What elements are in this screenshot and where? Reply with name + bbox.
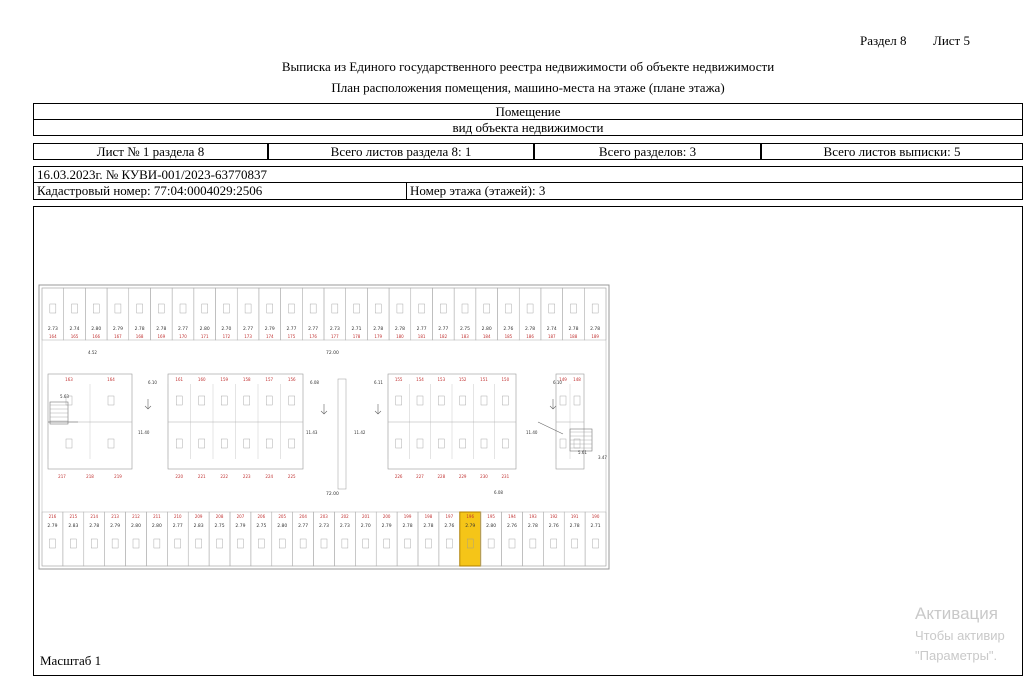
space-number-label: 188 bbox=[569, 334, 578, 339]
space-number-label: 152 bbox=[458, 377, 467, 382]
space-width-label: 2.80 bbox=[199, 327, 210, 332]
space-width-label: 2.71 bbox=[351, 327, 362, 332]
space-width-label: 2.77 bbox=[298, 524, 309, 529]
space-number-label: 171 bbox=[200, 334, 209, 339]
space-width-label: 2.78 bbox=[527, 524, 538, 529]
space-number-label: 231 bbox=[501, 474, 510, 479]
watermark-line-1: Активация bbox=[915, 604, 998, 623]
space-number-label: 220 bbox=[175, 474, 184, 479]
space-width-label: 2.78 bbox=[568, 327, 579, 332]
space-width-label: 2.76 bbox=[506, 524, 518, 529]
extract-number-cell: 16.03.2023г. № КУВИ-001/2023-63770837 bbox=[33, 166, 1023, 183]
space-width-label: 2.80 bbox=[277, 524, 288, 529]
space-number-label: 190 bbox=[591, 514, 600, 519]
space-number-label: 225 bbox=[287, 474, 296, 479]
space-number-label: 207 bbox=[236, 514, 245, 519]
space-width-label: 2.77 bbox=[286, 327, 297, 332]
extract-sheets-cell: Всего листов выписки: 5 bbox=[761, 143, 1023, 160]
space-number-label: 191 bbox=[570, 514, 579, 519]
sheet-of-section-cell: Лист № 1 раздела 8 bbox=[33, 143, 268, 160]
space-number-label: 187 bbox=[547, 334, 556, 339]
space-number-label: 164 bbox=[49, 334, 57, 339]
object-kind-cell: вид объекта недвижимости bbox=[33, 119, 1023, 136]
dimension-label: 5.63 bbox=[60, 394, 69, 399]
space-number-label: 181 bbox=[417, 334, 426, 339]
dimension-label: 6.10 bbox=[553, 380, 562, 385]
space-width-label: 2.73 bbox=[318, 524, 330, 529]
space-width-label: 2.78 bbox=[373, 327, 384, 332]
dimension-label: 11.40 bbox=[526, 430, 538, 435]
space-number-label: 174 bbox=[265, 334, 274, 339]
scale-label: Масштаб 1 bbox=[40, 653, 102, 668]
space-width-label: 2.78 bbox=[89, 524, 100, 529]
space-number-label: 172 bbox=[222, 334, 231, 339]
space-number-label: 202 bbox=[341, 514, 349, 519]
dimension-label: 6.10 bbox=[148, 380, 157, 385]
space-width-label: 2.77 bbox=[416, 327, 427, 332]
space-width-label: 2.70 bbox=[221, 327, 232, 332]
space-number-label: 200 bbox=[382, 514, 391, 519]
space-number-label: 151 bbox=[480, 377, 488, 382]
space-number-label: 195 bbox=[487, 514, 495, 519]
space-width-label: 2.75 bbox=[459, 327, 471, 332]
title-line-1: Выписка из Единого государственного реестра недвижимости об объекте недвижимости bbox=[281, 59, 775, 74]
space-number-label: 169 bbox=[157, 334, 166, 339]
space-number-label: 209 bbox=[194, 514, 203, 519]
space-number-label: 192 bbox=[549, 514, 558, 519]
space-number-label: 168 bbox=[135, 334, 144, 339]
space-number-label: 222 bbox=[220, 474, 229, 479]
space-number-label: 201 bbox=[361, 514, 370, 519]
space-number-label: 178 bbox=[352, 334, 361, 339]
space-number-label: 150 bbox=[501, 377, 510, 382]
space-number-label: 183 bbox=[461, 334, 469, 339]
space-number-label: 221 bbox=[197, 474, 206, 479]
space-number-label: 186 bbox=[526, 334, 534, 339]
space-number-label: 148 bbox=[573, 377, 581, 382]
space-width-label: 2.77 bbox=[172, 524, 183, 529]
space-number-label: 223 bbox=[242, 474, 251, 479]
space-width-label: 2.79 bbox=[235, 524, 246, 529]
space-number-label: 228 bbox=[437, 474, 446, 479]
space-number-label: 177 bbox=[331, 334, 339, 339]
space-width-label: 2.78 bbox=[525, 327, 536, 332]
space-width-label: 2.77 bbox=[177, 327, 189, 332]
space-number-label: 226 bbox=[394, 474, 403, 479]
dimension-label: 5.61 bbox=[578, 450, 587, 455]
space-width-label: 2.78 bbox=[423, 524, 434, 529]
space-number-label: 149 bbox=[559, 377, 567, 382]
space-number-label: 224 bbox=[265, 474, 274, 479]
space-width-label: 2.74 bbox=[546, 327, 557, 332]
space-number-label: 164 bbox=[107, 377, 115, 382]
sections-total-cell: Всего разделов: 3 bbox=[534, 143, 761, 160]
space-number-label: 160 bbox=[197, 377, 206, 382]
space-number-label: 203 bbox=[320, 514, 328, 519]
dimension-label: 3.47 bbox=[598, 455, 607, 460]
space-width-label: 2.76 bbox=[548, 524, 559, 529]
space-number-label: 218 bbox=[86, 474, 94, 479]
space-width-label: 2.78 bbox=[590, 327, 601, 332]
dimension-label: 11.42 bbox=[354, 430, 366, 435]
space-number-label: 166 bbox=[92, 334, 101, 339]
space-number-label: 216 bbox=[48, 514, 57, 519]
space-width-label: 2.80 bbox=[486, 524, 497, 529]
object-label-cell: Помещение bbox=[33, 103, 1023, 120]
space-width-label: 2.79 bbox=[47, 524, 58, 529]
space-number-label: 213 bbox=[111, 514, 119, 519]
space-width-label: 2.80 bbox=[151, 524, 162, 529]
space-number-label: 153 bbox=[437, 377, 446, 382]
space-width-label: 2.79 bbox=[112, 327, 123, 332]
space-number-label: 194 bbox=[508, 514, 516, 519]
space-width-label: 2.80 bbox=[481, 327, 492, 332]
section-sheets-cell: Всего листов раздела 8: 1 bbox=[268, 143, 534, 160]
space-width-label: 2.76 bbox=[503, 327, 514, 332]
space-number-label: 167 bbox=[114, 334, 122, 339]
space-number-label: 211 bbox=[153, 514, 161, 519]
space-number-label: 214 bbox=[90, 514, 99, 519]
space-number-label: 230 bbox=[480, 474, 488, 479]
space-number-label: 217 bbox=[58, 474, 66, 479]
space-number-label: 193 bbox=[529, 514, 537, 519]
space-number-label: 219 bbox=[114, 474, 122, 479]
space-number-label: 157 bbox=[265, 377, 274, 382]
space-width-label: 2.77 bbox=[308, 327, 319, 332]
space-number-label: 229 bbox=[458, 474, 467, 479]
dimension-label: 11.40 bbox=[138, 430, 150, 435]
space-number-label: 210 bbox=[173, 514, 182, 519]
space-width-label: 2.74 bbox=[69, 327, 80, 332]
header-section: Раздел 8 bbox=[860, 33, 907, 48]
space-number-label: 155 bbox=[394, 377, 403, 382]
space-width-label: 2.71 bbox=[590, 524, 601, 529]
space-number-label: 158 bbox=[242, 377, 251, 382]
watermark-line-2: Чтобы активир bbox=[915, 628, 1005, 643]
dimension-label: 4.52 bbox=[88, 350, 97, 355]
space-width-label: 2.80 bbox=[130, 524, 142, 529]
space-number-label: 185 bbox=[504, 334, 513, 339]
watermark-line-3: "Параметры". bbox=[915, 648, 998, 663]
space-number-label: 212 bbox=[132, 514, 140, 519]
space-width-label: 2.70 bbox=[360, 524, 371, 529]
space-number-label: 205 bbox=[278, 514, 287, 519]
space-number-label: 176 bbox=[309, 334, 317, 339]
space-width-label: 2.78 bbox=[134, 327, 145, 332]
space-width-label: 2.83 bbox=[68, 524, 79, 529]
space-number-label: 165 bbox=[70, 334, 79, 339]
space-number-label: 215 bbox=[69, 514, 78, 519]
space-number-label: 179 bbox=[374, 334, 383, 339]
space-number-label: 227 bbox=[416, 474, 424, 479]
space-width-label: 2.79 bbox=[110, 524, 121, 529]
space-number-label: 199 bbox=[403, 514, 412, 519]
space-width-label: 2.73 bbox=[339, 524, 350, 529]
dimension-label: 11.43 bbox=[306, 430, 318, 435]
space-width-label: 2.78 bbox=[569, 524, 580, 529]
space-number-label: 170 bbox=[179, 334, 187, 339]
space-number-label: 182 bbox=[439, 334, 448, 339]
space-number-label: 198 bbox=[424, 514, 433, 519]
space-width-label: 2.75 bbox=[214, 524, 225, 529]
space-width-label: 2.75 bbox=[256, 524, 267, 529]
space-width-label: 2.77 bbox=[243, 327, 254, 332]
floor-number-cell: Номер этажа (этажей): 3 bbox=[406, 182, 1023, 200]
space-number-label: 204 bbox=[299, 514, 307, 519]
space-width-label: 2.79 bbox=[465, 524, 476, 529]
space-number-label: 161 bbox=[175, 377, 184, 382]
space-number-label: 184 bbox=[482, 334, 491, 339]
space-number-label: 156 bbox=[287, 377, 296, 382]
space-number-label: 154 bbox=[416, 377, 424, 382]
space-number-label: 163 bbox=[65, 377, 73, 382]
space-number-label: 173 bbox=[244, 334, 252, 339]
space-number-label: 175 bbox=[287, 334, 296, 339]
space-number-label: 206 bbox=[257, 514, 266, 519]
header-sheet: Лист 5 bbox=[933, 33, 970, 48]
space-number-label: 189 bbox=[591, 334, 599, 339]
space-width-label: 2.80 bbox=[91, 327, 102, 332]
dimension-label: 6.08 bbox=[494, 490, 503, 495]
space-number-label: 159 bbox=[220, 377, 229, 382]
space-width-label: 2.79 bbox=[381, 524, 392, 529]
space-width-label: 2.83 bbox=[193, 524, 204, 529]
space-width-label: 2.73 bbox=[329, 327, 340, 332]
space-width-label: 2.79 bbox=[264, 327, 275, 332]
space-width-label: 2.73 bbox=[47, 327, 58, 332]
space-number-label: 196 bbox=[466, 514, 475, 519]
space-width-label: 2.78 bbox=[402, 524, 413, 529]
area-label: 72.00 bbox=[326, 492, 339, 497]
space-width-label: 2.77 bbox=[438, 327, 449, 332]
space-width-label: 2.76 bbox=[444, 524, 455, 529]
space-width-label: 2.78 bbox=[156, 327, 167, 332]
space-number-label: 208 bbox=[215, 514, 224, 519]
title-line-2: План расположения помещения, машино-места на этаже (плане этажа) bbox=[331, 80, 725, 95]
space-width-label: 2.78 bbox=[394, 327, 405, 332]
dimension-label: 6.11 bbox=[374, 380, 383, 385]
space-number-label: 197 bbox=[445, 514, 454, 519]
area-label: 72.00 bbox=[326, 351, 339, 356]
space-number-label: 180 bbox=[396, 334, 404, 339]
floor-plan bbox=[38, 284, 610, 570]
dimension-label: 6.08 bbox=[310, 380, 319, 385]
cadastral-number-cell: Кадастровый номер: 77:04:0004029:2506 bbox=[33, 182, 407, 200]
